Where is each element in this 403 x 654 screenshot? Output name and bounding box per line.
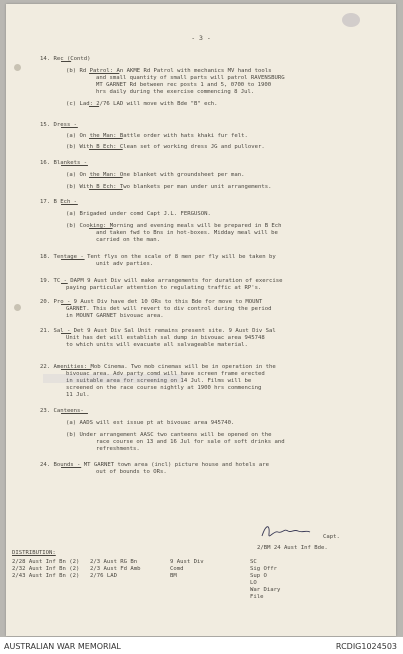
distribution-heading: DISTRIBUTION: [12, 550, 56, 556]
text-line: (b) Cooking: Morning and evening meals will be prepared in B Ech [66, 223, 282, 229]
text-line: (a) Brigaded under comd Capt J.L. FERGUSON. [66, 211, 211, 217]
text-line: and taken fwd to Bns in hot-boxes. Midday meal will be [96, 230, 278, 236]
heading-underline [61, 299, 71, 306]
distribution-entry: 2/76 LAD [90, 573, 117, 579]
text-line: 23. Canteens- [40, 408, 84, 414]
text-line: 15. Dress - [40, 122, 78, 128]
distribution-entry: War Diary [250, 587, 281, 593]
text-line: GARNET. This det will revert to div control during the period [66, 306, 272, 312]
text-line: 14. Rec (Contd) [40, 56, 91, 62]
signature-title: Capt. [323, 534, 340, 540]
heading-underline [61, 254, 85, 261]
heading-underline [61, 408, 88, 415]
text-line: in MOUNT GARNET bivouac area. [66, 313, 164, 319]
text-line: (c) Lad: 2/76 LAD will move with Bde "B" ech. [66, 101, 218, 107]
text-line: 20. Pro - 9 Aust Div have det 10 ORs to this Bde for move to MOUNT [40, 299, 263, 305]
heading-underline [89, 172, 123, 179]
footer-record-id: RCDIG1024503 [335, 642, 397, 651]
text-line: MT GARNET Rd between rec posts 1 and 5, 0700 to 1900 [96, 82, 272, 88]
distribution-entry: Sup O [250, 573, 267, 579]
text-line: 19. TC - DAPM 9 Aust Div will make arrangements for duration of exercise [40, 278, 283, 284]
heading-underline [61, 328, 71, 335]
footer-source: AUSTRALIAN WAR MEMORIAL [4, 642, 121, 651]
document-page [6, 4, 396, 636]
page-number: - 3 - [191, 34, 211, 42]
handwritten-signature [260, 522, 320, 542]
heading-underline [61, 278, 68, 285]
punch-hole [14, 304, 21, 311]
heading-underline [61, 160, 88, 167]
distribution-entry: 2/43 Aust Inf Bn (2) [12, 573, 80, 579]
distribution-entry: LO [250, 580, 257, 586]
distribution-entry: 2/32 Aust Inf Bn (2) [12, 566, 80, 572]
archive-footer [0, 637, 403, 654]
text-line: paying particular attention to regulating traffic at RP's. [66, 285, 262, 291]
text-line: to which units will evacuate all salvageable material. [66, 342, 248, 348]
text-line: in suitable area for screening on 14 Jul. Films will be [66, 378, 252, 384]
text-line: unit adv parties. [96, 261, 154, 267]
ink-stamp-mark [342, 13, 360, 27]
heading-underline [61, 462, 81, 469]
distribution-entry: 2/3 Aust RG Bn [90, 559, 138, 565]
text-line: (a) On the Man: Battle order with hats khaki fur felt. [66, 133, 248, 139]
text-line: 22. Amenities: Mob Cinema. Two mob cinemas will be in operation in the [40, 364, 276, 370]
heading-underline [89, 144, 123, 151]
heading-underline [89, 68, 119, 75]
heading-underline [89, 133, 123, 140]
text-line: (a) AADS will est issue pt at bivouac area 945740. [66, 420, 235, 426]
punch-hole [14, 64, 21, 71]
distribution-entry: BM [170, 573, 177, 579]
distribution-entry: Sig Offr [250, 566, 277, 572]
distribution-entry: 2/28 Aust Inf Bn (2) [12, 559, 80, 565]
text-line: (b) With B Ech: Two blankets per man under unit arrangements. [66, 184, 272, 190]
distribution-entry: 9 Aust Div [170, 559, 204, 565]
text-line: refreshments. [96, 446, 140, 452]
heading-underline [89, 101, 99, 108]
heading-underline [61, 56, 71, 63]
text-line: and small quantity of small parts will patrol RAVENSBURG [96, 75, 285, 81]
heading-underline [89, 223, 113, 230]
text-line: hrs daily during the exercise commencing 8 Jul. [96, 89, 255, 95]
text-line: bivouac area. Adv party comd will have screen frame erected [66, 371, 265, 377]
text-line: (b) With B Ech: Clean set of working dress JG and pullover. [66, 144, 265, 150]
text-line: 16. Blankets - [40, 160, 88, 166]
text-line: Unit has det will establish sal dump in bivouac area 945748 [66, 335, 265, 341]
text-line: 24. Bounds - MT GARNET town area (incl) picture house and hotels are [40, 462, 270, 468]
distribution-entry: SC [250, 559, 257, 565]
heading-underline [61, 199, 78, 206]
distribution-entry: File [250, 594, 264, 600]
text-line: screened on the race course nightly at 1900 hrs commencing [66, 385, 262, 391]
text-line: carried on the man. [96, 237, 160, 243]
heading-underline [89, 184, 123, 191]
text-line: 11 Jul. [66, 392, 90, 398]
text-line: (b) Under arrangement AASC two canteens will be opened on the [66, 432, 272, 438]
heading-underline [61, 364, 91, 371]
text-line: race course on 13 and 16 Jul for sale of soft drinks and [96, 439, 285, 445]
text-line: (a) On the Man: One blanket with groundsheet per man. [66, 172, 245, 178]
signature-unit: 2/BM 24 Aust Inf Bde. [257, 545, 328, 551]
text-line: 17. B Ech - [40, 199, 78, 205]
text-line: 18. Tentage - Tent flys on the scale of 8 men per fly will be taken by [40, 254, 276, 260]
text-line: out of bounds to ORs. [96, 469, 167, 475]
distribution-entry: Comd [170, 566, 184, 572]
distribution-entry: 2/3 Aust Fd Amb [90, 566, 141, 572]
text-line: (b) Rd Patrol: An AKME Rd Patrol with mechanics MV hand tools [66, 68, 272, 74]
heading-underline [61, 122, 78, 129]
text-line: 21. Sal - Det 9 Aust Div Sal Unit remains present site. 9 Aust Div Sal [40, 328, 276, 334]
faded-highlight [43, 374, 183, 383]
